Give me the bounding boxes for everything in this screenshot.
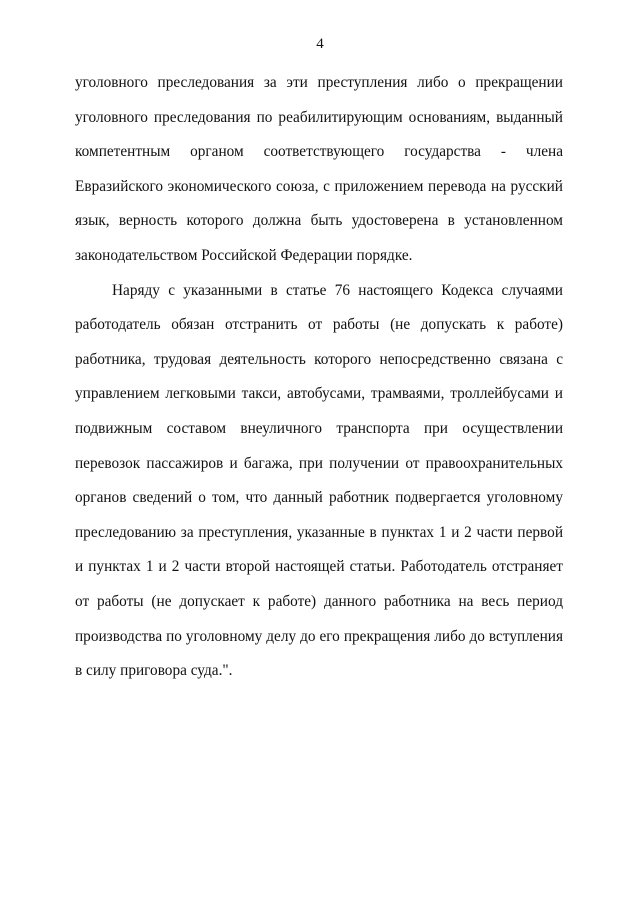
document-body <box>75 66 563 689</box>
paragraph-continuation: уголовного преследования за эти преступления либо о прекращении уголовного преследования по реабилитирующим основаниям, выданный компетентным органом соответствующего государства - члена Евразийского экономического союза, с приложением перевода на русский язык, верность которого должна быть удостоверена в установленном законодательством Российской Федерации порядке. <box>75 74 563 264</box>
paragraph-employer-obligation: Наряду с указанными в статье 76 настоящего Кодекса случаями работодатель обязан отстранить от работы (не допускать к работе) работника, трудовая деятельность которого непосредственно связана с управлением легковыми такси, автобусами, трамваями, троллейбусами и подвижным составом внеуличного транспорта при осуществлении перевозок пассажиров и багажа, при получении от правоохранительных органов сведений о том, что данный работник подвергается уголовному преследованию за преступления, указанные в пунктах 1 и 2 части первой и пунктах 1 и 2 части второй настоящей статьи. Работодатель отстраняет от работы (не допускает к работе) данного работника на весь период производства по уголовному делу до его прекращения либо до вступления в силу приговора суда.". <box>75 281 563 680</box>
page-number: 4 <box>316 36 324 52</box>
